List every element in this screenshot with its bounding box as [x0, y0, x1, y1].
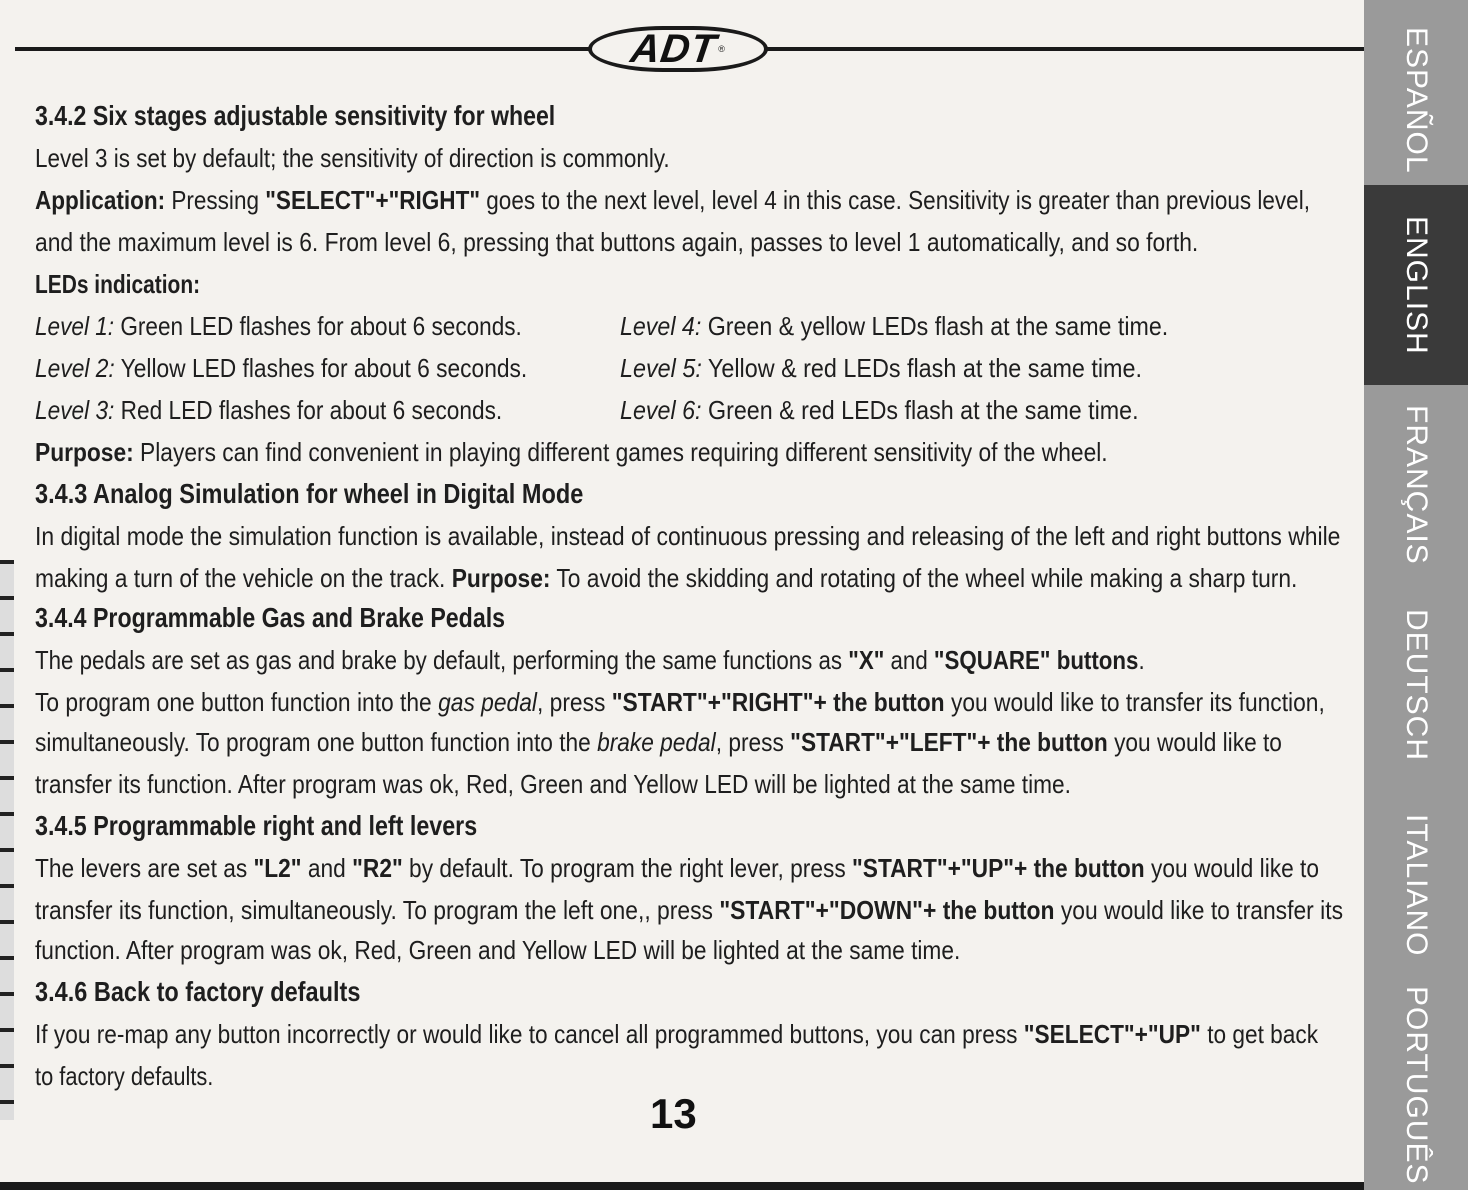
section-heading-3-4-2: 3.4.2 Six stages adjustable sensitivity for wheel — [35, 100, 556, 131]
language-label: PORTUGUÊS — [1400, 985, 1433, 1185]
text: and — [301, 853, 353, 883]
paragraph-line — [35, 682, 1325, 722]
adt-logo — [588, 26, 768, 72]
application-label: Application: — [35, 185, 166, 215]
key-combo: "START"+"UP"+ the button — [852, 853, 1145, 883]
text: transfer its function, simultaneously. To program the left one,, press — [35, 895, 720, 925]
level-name: Level 3: — [35, 395, 115, 425]
text: The pedals are set as gas and brake by default, performing the same functions as — [35, 645, 849, 675]
key-combo: "R2" — [352, 853, 403, 883]
language-tab-italiano[interactable] — [1364, 785, 1468, 985]
level-name: Level 4: — [620, 311, 702, 341]
logo-text: ADT — [628, 26, 720, 71]
section-heading-3-4-6: 3.4.6 Back to factory defaults — [35, 976, 361, 1007]
level-item — [620, 348, 1142, 388]
level-text: Yellow & red LEDs flash at the same time. — [707, 353, 1143, 383]
paragraph-line — [35, 890, 1343, 930]
text: you would like to — [1107, 727, 1282, 757]
level-text: Yellow LED flashes for about 6 seconds. — [120, 353, 528, 383]
language-tab-espanol[interactable] — [1364, 0, 1468, 200]
application-line — [35, 180, 1310, 220]
level-text: Red LED flashes for about 6 seconds. — [120, 395, 503, 425]
text: and — [884, 645, 934, 675]
paragraph-line — [35, 558, 1297, 598]
emphasis: gas pedal — [438, 687, 537, 717]
language-label: DEUTSCH — [1400, 608, 1433, 761]
purpose-label: Purpose: — [35, 437, 134, 467]
leds-indication-label: LEDs indication: — [35, 269, 201, 299]
level-text: Green & red LEDs flash at the same time. — [707, 395, 1139, 425]
emphasis: brake pedal — [597, 727, 716, 757]
key-combo: "SELECT"+"UP" — [1023, 1019, 1201, 1049]
language-label: ESPAÑOL — [1400, 26, 1433, 174]
paragraph-line: In digital mode the simulation function is available, instead of continuous pressing and releasing of the left and right buttons while — [35, 521, 1341, 551]
paragraph-line — [35, 848, 1319, 888]
text: , press — [715, 727, 791, 757]
level-name: Level 5: — [620, 353, 702, 383]
text: . — [1138, 645, 1145, 675]
section-heading-3-4-3: 3.4.3 Analog Simulation for wheel in Digital Mode — [35, 478, 584, 509]
paragraph-line: to factory defaults. — [35, 1061, 214, 1091]
key-combo: "START"+"DOWN"+ the button — [719, 895, 1055, 925]
language-tab-english[interactable] — [1364, 185, 1468, 385]
purpose-line — [35, 432, 1108, 472]
level-text: Green & yellow LEDs flash at the same time. — [707, 311, 1169, 341]
level-item — [620, 306, 1168, 346]
header-rule-left — [15, 47, 605, 51]
text: , press — [536, 687, 612, 717]
paragraph-line: and the maximum level is 6. From level 6, pressing that buttons again, passes to level 1 automatically, and so forth. — [35, 227, 1199, 257]
paragraph-line — [35, 1014, 1318, 1054]
level-item — [35, 390, 502, 430]
text: To program one button function into the — [35, 687, 439, 717]
key-combo: "L2" — [253, 853, 302, 883]
language-tab-francais[interactable] — [1364, 385, 1468, 585]
text: you would like to transfer its function, — [944, 687, 1325, 717]
language-label: FRANÇAIS — [1400, 405, 1433, 565]
key-combo: "START"+"LEFT"+ the button — [790, 727, 1108, 757]
text: to get back — [1200, 1019, 1319, 1049]
logo-registered-mark: ® — [718, 44, 725, 54]
level-name: Level 2: — [35, 353, 115, 383]
purpose-label: Purpose: — [451, 563, 551, 593]
header-rule-right — [750, 47, 1370, 51]
paragraph-line — [35, 722, 1282, 762]
text: Players can find convenient in playing different games requiring different sensitivity of the wheel. — [133, 437, 1108, 467]
level-item — [35, 348, 527, 388]
text: you would like to — [1144, 853, 1320, 883]
language-label: ITALIANO — [1400, 813, 1433, 957]
paragraph-line: function. After program was ok, Red, Green and Yellow LED will be lighted at the same time. — [35, 935, 961, 965]
text: making a turn of the vehicle on the track. — [35, 563, 452, 593]
level-text: Green LED flashes for about 6 seconds. — [120, 311, 522, 341]
key-combo: "X" — [848, 645, 885, 675]
page-number: 13 — [650, 1090, 697, 1137]
key-combo: "START"+"RIGHT"+ the button — [611, 687, 945, 717]
language-label: ENGLISH — [1400, 215, 1433, 355]
language-sidebar — [1364, 0, 1468, 1190]
section-heading-3-4-5: 3.4.5 Programmable right and left levers — [35, 810, 478, 841]
paragraph-line: transfer its function. After program was ok, Red, Green and Yellow LED will be lighted at the same time. — [35, 769, 1071, 799]
language-tab-deutsch[interactable] — [1364, 585, 1468, 785]
text: goes to the next level, level 4 in this case. Sensitivity is greater than previous level, — [480, 185, 1310, 215]
text: simultaneously. To program one button function into the — [35, 727, 598, 757]
paragraph-line — [35, 640, 1145, 680]
level-item — [620, 390, 1139, 430]
text: Pressing — [165, 185, 266, 215]
text: by default. To program the right lever, press — [402, 853, 853, 883]
text: If you re-map any button incorrectly or would like to cancel all programmed buttons, you can press — [35, 1019, 1024, 1049]
text: The levers are set as — [35, 853, 254, 883]
level-item — [35, 306, 522, 346]
page-bottom-edge — [0, 1182, 1364, 1190]
key-combo: "SELECT"+"RIGHT" — [265, 185, 481, 215]
key-combo: "SQUARE" buttons — [933, 645, 1139, 675]
paragraph-line: Level 3 is set by default; the sensitivity of direction is commonly. — [35, 143, 670, 173]
page-edge-binding — [0, 560, 14, 1120]
text: To avoid the skidding and rotating of the wheel while making a sharp turn. — [550, 563, 1298, 593]
level-name: Level 6: — [620, 395, 702, 425]
level-name: Level 1: — [35, 311, 115, 341]
language-tab-portugues[interactable] — [1364, 985, 1468, 1185]
text: you would like to transfer its — [1054, 895, 1344, 925]
section-heading-3-4-4: 3.4.4 Programmable Gas and Brake Pedals — [35, 602, 506, 633]
